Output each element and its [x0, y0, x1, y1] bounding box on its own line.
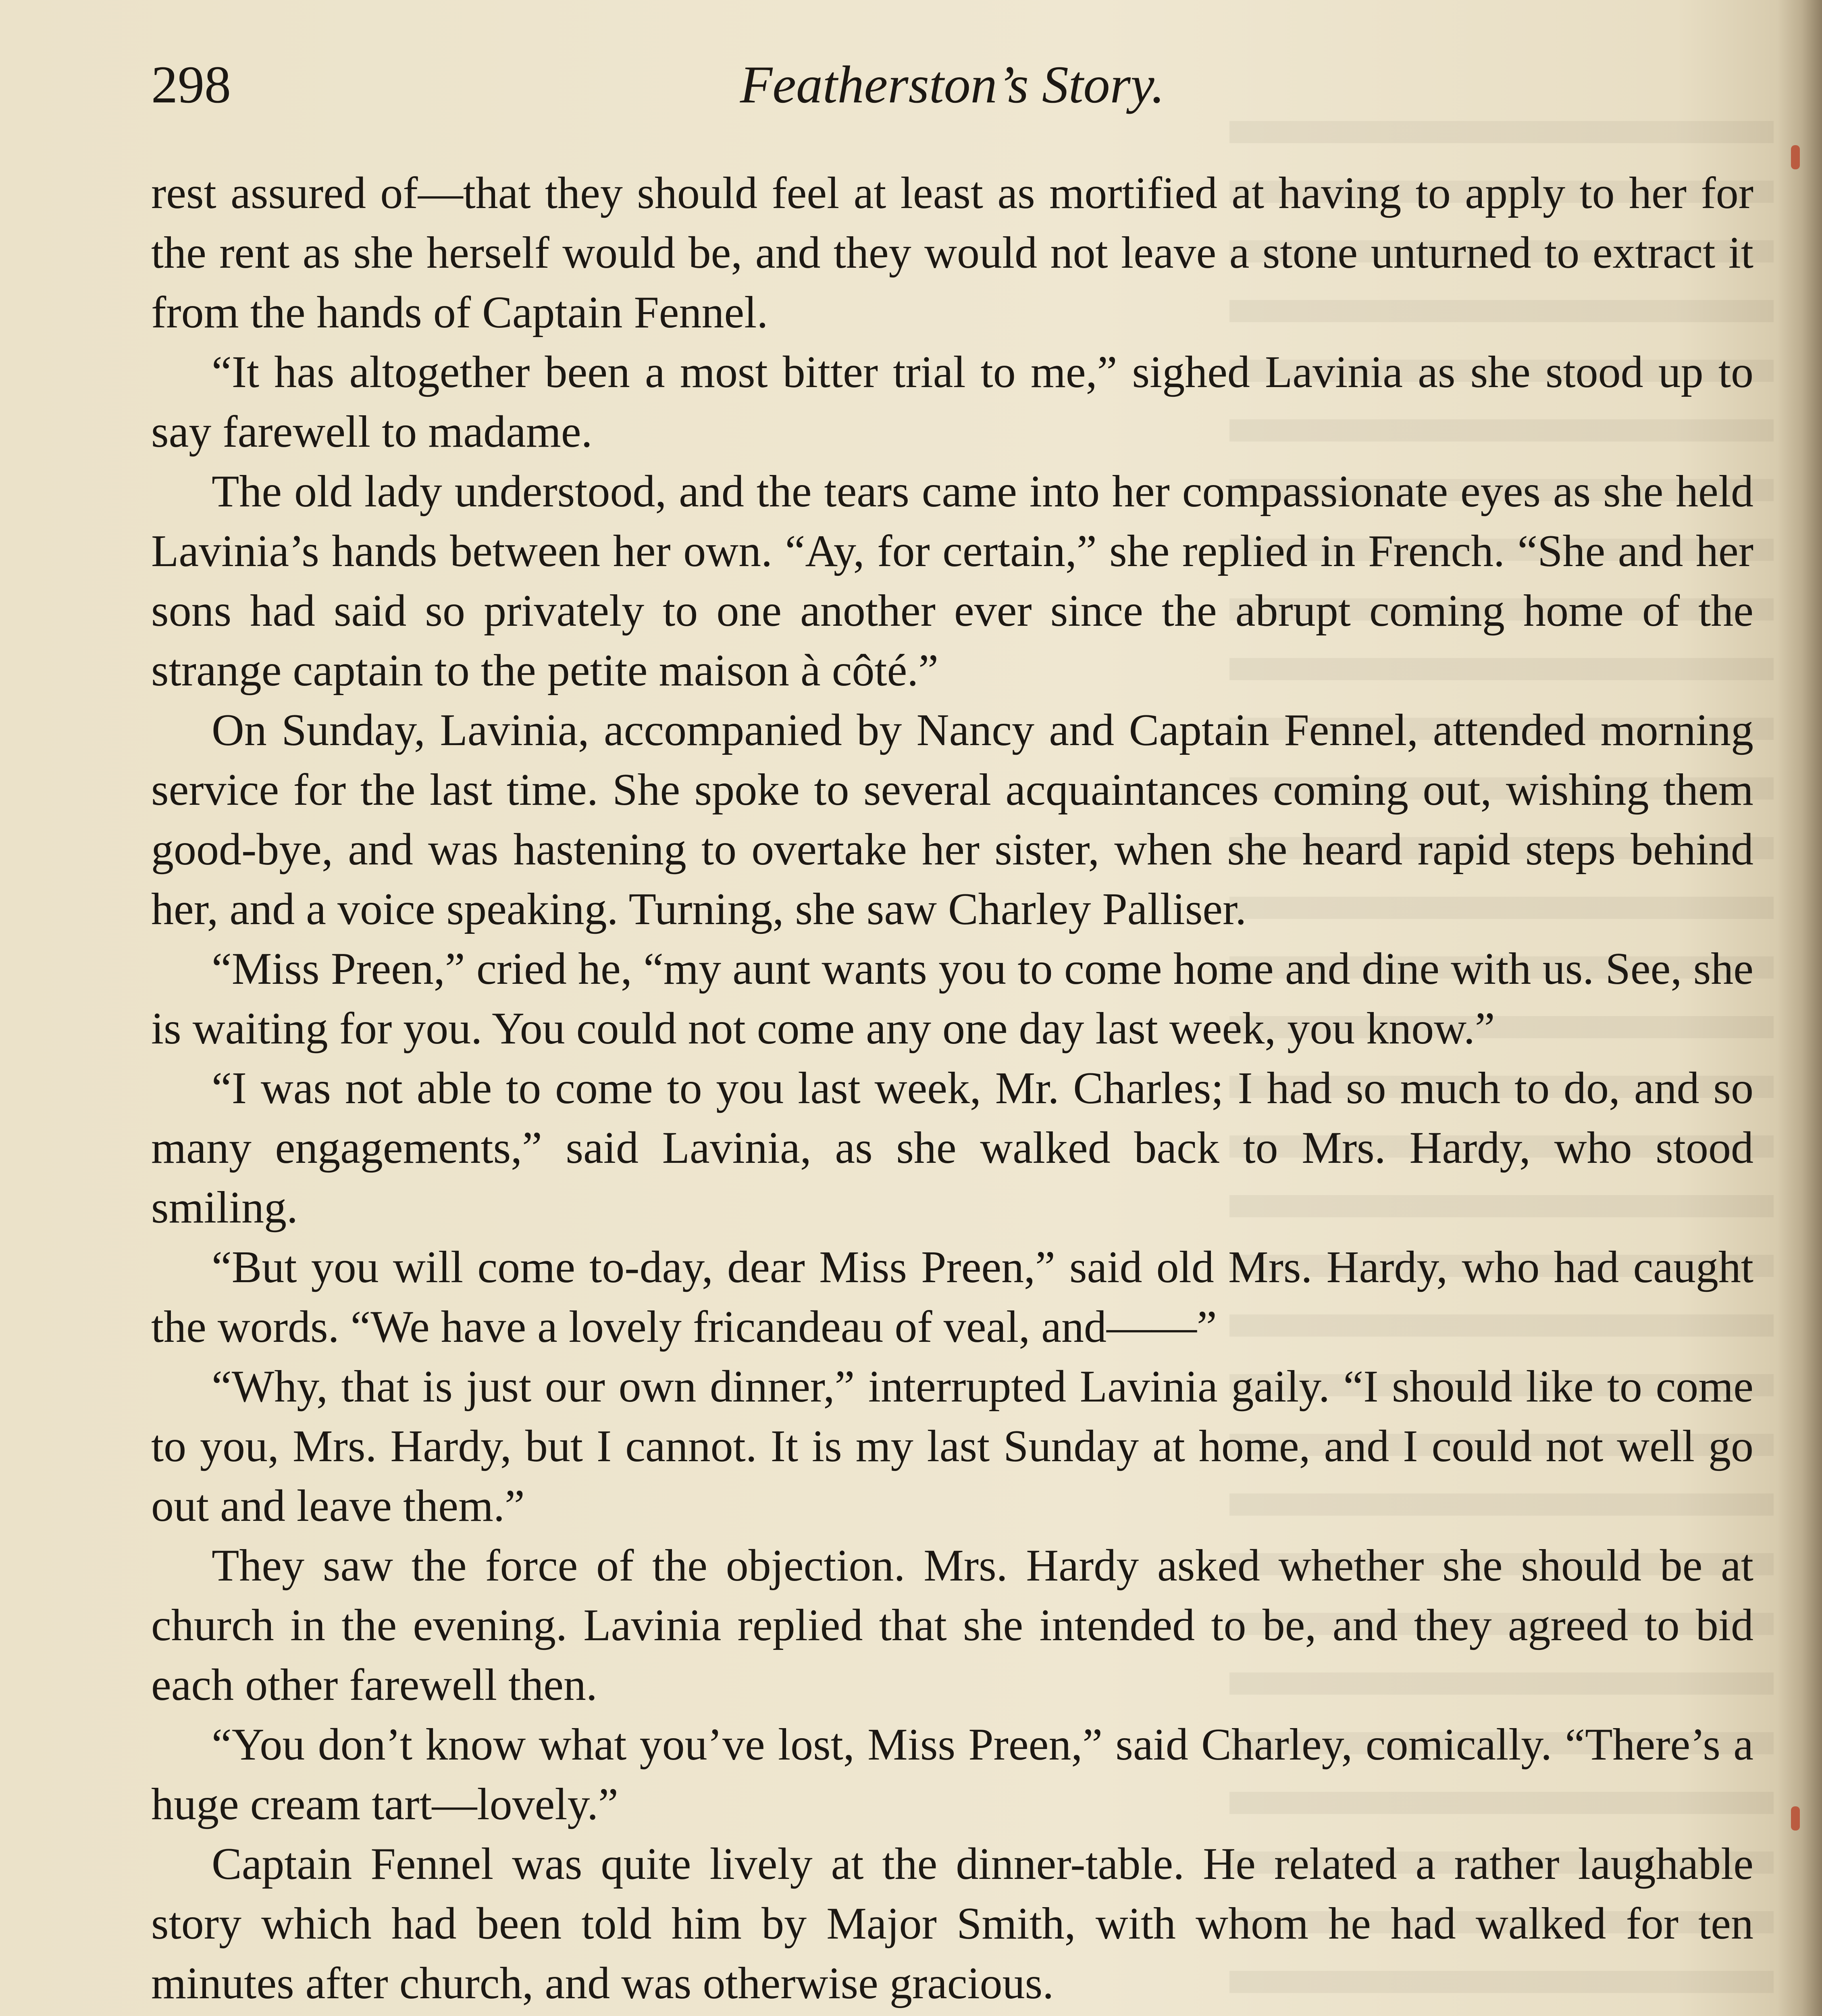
page-number: 298	[151, 55, 231, 114]
paragraph: rest assured of—that they should feel at least as mortified at having to apply to her for the rent as she herself would be, and they would not leave a stone unturned to extract it from the hands of Captain Fennel.	[151, 168, 1753, 337]
paragraph: “But you will come to-day, dear Miss Preen,” said old Mrs. Hardy, who had caught the words. “We have a lovely fricandeau of veal, and——”	[151, 1242, 1753, 1352]
paragraph: They saw the force of the objection. Mrs. Hardy asked whether she should be at church in the evening. Lavinia replied that she intended to be, and they agreed to bid each other farewell then.	[151, 1541, 1753, 1710]
paragraph: “You don’t know what you’ve lost, Miss Preen,” said Charley, comically. “There’s a huge cream tart—lovely.”	[151, 1720, 1753, 1829]
paragraph	[151, 2013, 1753, 2016]
paragraph: “Miss Preen,” cried he, “my aunt wants you to come home and dine with us. See, she is waiting for you. You could not come any one day last week, you know.”	[151, 944, 1753, 1054]
paragraph: Captain Fennel was quite lively at the dinner-table. He related a rather laughable story which had been told him by Major Smith, with whom he had walked for ten minutes after church, and was otherwise gracious.	[151, 1839, 1753, 2008]
binding-gutter-shadow	[1778, 0, 1822, 2016]
margin-mark	[1791, 145, 1800, 169]
paragraph: “I was not able to come to you last week, Mr. Charles; I had so much to do, and so many engagements,” said Lavinia, as she walked back to Mrs. Hardy, who stood smiling.	[151, 1063, 1753, 1233]
paragraph: “It has altogether been a most bitter trial to me,” sighed Lavinia as she stood up to say farewell to madame.	[151, 347, 1753, 457]
running-title: Featherston’s Story.	[740, 55, 1165, 114]
body-text	[151, 163, 1753, 2016]
paragraph: On Sunday, Lavinia, accompanied by Nancy and Captain Fennel, attended morning service for the last time. She spoke to several acquaintances coming out, wishing them good-bye, and was hastening to overtake her sister, when she heard rapid steps behind her, and a voice speaking. Turning, she saw Charley Palliser.	[151, 705, 1753, 934]
paragraph: “Why, that is just our own dinner,” interrupted Lavinia gaily. “I should like to come to you, Mrs. Hardy, but I cannot. It is my last Sunday at home, and I could not well go out and leave them.”	[151, 1362, 1753, 1531]
paragraph: The old lady understood, and the tears came into her compassionate eyes as she held Lavinia’s hands between her own. “Ay, for certain,” she replied in French. “She and her sons had said so privately to one another ever since the abrupt coming home of the strange captain to the petite maison à côté.”	[151, 467, 1753, 696]
margin-mark	[1791, 1806, 1800, 1831]
page-header	[151, 46, 1753, 123]
